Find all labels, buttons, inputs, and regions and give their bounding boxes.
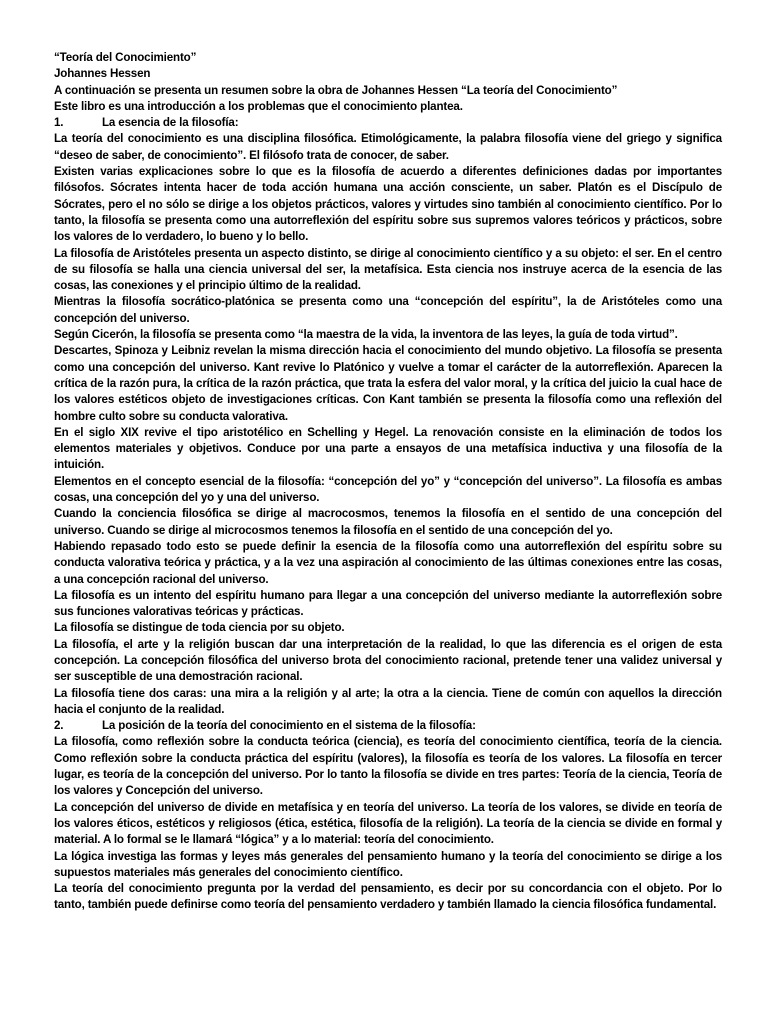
paragraph: Cuando la conciencia filosófica se dirige al macrocosmos, tenemos la filosofía en el sentido de una concepción del universo. Cuando se dirige al microcosmos tenemos la filosofía en el sentido de una concepción del yo.	[54, 507, 722, 537]
paragraph: La filosofía tiene dos caras: una mira a la religión y al arte; la otra a la ciencia. Tiene de común con aquellos la dirección hacia el conjunto de la realidad.	[54, 686, 722, 716]
paragraph: Habiendo repasado todo esto se puede definir la esencia de la filosofía como una autorreflexión del espíritu sobre su conducta valorativa teórica y práctica, y a la vez una aspiración al conocimiento de las últimas conexiones entre las cosas, a una concepción racional del universo.	[54, 539, 722, 586]
section-heading	[54, 115, 722, 131]
author-name: Johannes Hessen	[54, 67, 151, 81]
intro-line: A continuación se presenta un resumen sobre la obra de Johannes Hessen “La teoría del Conocimiento”	[54, 83, 618, 97]
document-page	[54, 50, 722, 914]
paragraph: Elementos en el concepto esencial de la filosofía: “concepción del yo” y “concepción del universo”. La filosofía es ambas cosas, una concepción del yo y una del universo.	[54, 474, 722, 505]
paragraph: La filosofía se distingue de toda ciencia por su objeto.	[54, 621, 345, 635]
paragraph: La filosofía, el arte y la religión buscan dar una interpretación de la realidad, lo que las diferencia es el origen de esta concepción. La concepción filosófica del universo brota del conocimiento racional, pretende tener una validez universal y ser susceptible de una demostración racional.	[54, 637, 722, 684]
section-heading	[54, 718, 722, 734]
paragraph: Según Cicerón, la filosofía se presenta como “la maestra de la vida, la inventora de las leyes, la guía de toda virtud”.	[54, 328, 678, 342]
document-title: “Teoría del Conocimiento”	[54, 51, 197, 64]
paragraph: La lógica investiga las formas y leyes más generales del pensamiento humano y la teoría del conocimiento se dirige a los supuestos materiales más generales del conocimiento científico.	[54, 849, 722, 879]
section-title: La esencia de la filosofía:	[102, 116, 239, 130]
paragraph: Existen varias explicaciones sobre lo que es la filosofía de acuerdo a diferentes definiciones dadas por importantes filósofos. Sócrates intenta hacer de toda acción humana una acción consciente, un saber. Platón es el Discípulo de Sócrates, pero el no sólo se dirige a los objetos prácticos, valores y virtudes sino también al conocimiento científico. Por lo tanto, la filosofía se presenta como una autorreflexión del espíritu sobre sus supremos valores teóricos y prácticos, sobre los valores de lo verdadero, lo bueno y lo bello.	[54, 165, 722, 244]
paragraph: La concepción del universo de divide en metafísica y en teoría del universo. La teoría de los valores, se divide en teoría de los valores éticos, estéticos y religiosos (ética, estética, filosofía de la religión). La teoría de la ciencia se divide en formal y material. A lo formal se le llamará “lógica” y a lo material: teoría del conocimiento.	[54, 800, 722, 847]
paragraph: Descartes, Spinoza y Leibniz revelan la misma dirección hacia el conocimiento del mundo objetivo. La filosofía se presenta como una concepción del universo. Kant revive lo Platónico y vuelve a tomar el carácter de la autorreflexión. Aparecen la crítica de la razón pura, la crítica de la razón práctica, que trata la esfera del valor moral, y la crítica del juicio la cual hace de los valores estéticos objeto de investigaciones críticas. Con Kant también se presenta la filosofía como una reflexión del hombre culto sobre su conducta valorativa.	[54, 344, 722, 423]
paragraph: En el siglo XIX revive el tipo aristotélico en Schelling y Hegel. La renovación consiste en la eliminación de todos los elementos materiales y objetivos. Conduce por una parte a ensayos de una metafísica inductiva y una filosofía de la intuición.	[54, 425, 722, 472]
paragraph: La filosofía es un intento del espíritu humano para llegar a una concepción del universo mediante la autorreflexión sobre sus funciones valorativas teóricas y prácticas.	[54, 588, 722, 619]
section-title: La posición de la teoría del conocimiento en el sistema de la filosofía:	[102, 719, 476, 733]
section-number: 1.	[54, 116, 64, 130]
paragraph: La teoría del conocimiento es una disciplina filosófica. Etimológicamente, la palabra filosofía viene del griego y significa “deseo de saber, de conocimiento”. El filósofo trata de conocer, de saber.	[54, 132, 722, 162]
section-number: 2.	[54, 719, 64, 733]
paragraph: La filosofía de Aristóteles presenta un aspecto distinto, se dirige al conocimiento científico y a su objeto: el ser. En el centro de su filosofía se halla una ciencia universal del ser, la metafísica. Esta ciencia nos instruye acerca de la esencia de las cosas, las conexiones y el principio último de la realidad.	[54, 246, 722, 293]
paragraph: La teoría del conocimiento pregunta por la verdad del pensamiento, es decir por su concordancia con el objeto. Por lo tanto, también puede definirse como teoría del pensamiento verdadero y también llamado la ciencia filosófica fundamental.	[54, 882, 722, 912]
intro-line: Este libro es una introducción a los problemas que el conocimiento plantea.	[54, 99, 463, 113]
paragraph: La filosofía, como reflexión sobre la conducta teórica (ciencia), es teoría del conocimiento científica, teoría de la ciencia. Como reflexión sobre la conducta práctica del espíritu (valores), la filosofía es teoría de los valores. La filosofía en tercer lugar, es teoría de la concepción del universo. Por lo tanto la filosofía se divide en tres partes: Teoría de la ciencia, Teoría de los valores y Concepción del universo.	[54, 735, 722, 798]
paragraph: Mientras la filosofía socrático-platónica se presenta como una “concepción del espíritu”, la de Aristóteles como una concepción del universo.	[54, 295, 722, 325]
